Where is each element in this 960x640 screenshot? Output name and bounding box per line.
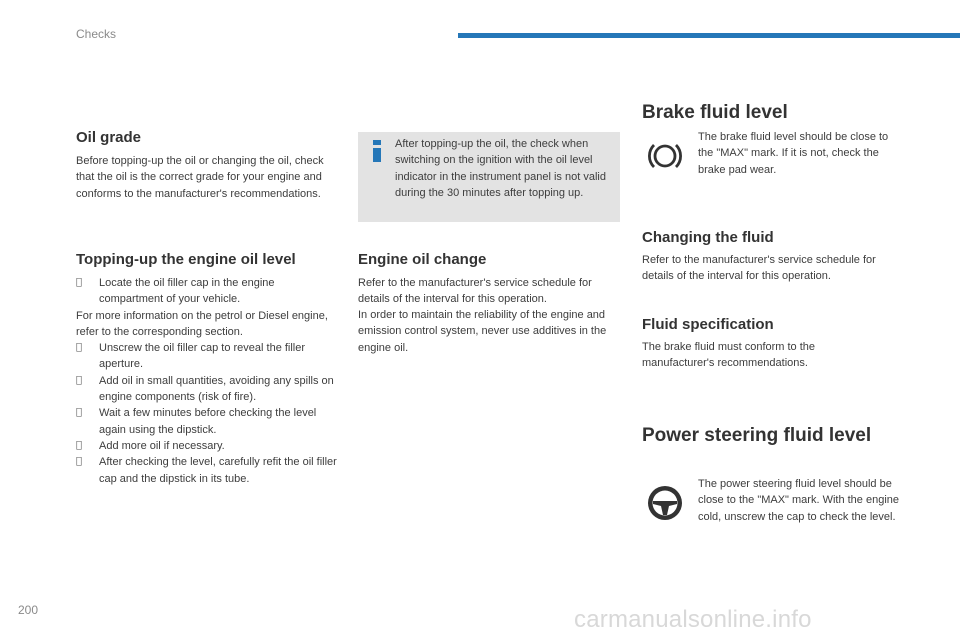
changing-fluid-text: Refer to the manufacturer's service schedule for details of the interval for this operation. (642, 254, 876, 283)
brake-warning-icon (645, 136, 685, 176)
section-label: Checks (76, 27, 117, 41)
list-item-text: Wait a few minutes before checking the level again using the dipstick. (99, 407, 317, 436)
oil-grade-text: Before topping-up the oil or changing the oil, check that the oil is the correct grade for your engine and conforms to the manufacturer's recommendations. (76, 155, 324, 200)
brake-fluid-text: The brake fluid level should be close to the "MAX" mark. If it is not, check the brake pad wear. (698, 131, 889, 176)
watermark: carmanualsonline.info (574, 606, 812, 633)
info-box (358, 132, 620, 222)
steering-wheel-icon (645, 483, 685, 523)
bullet-icon (76, 405, 90, 421)
list-item (76, 340, 338, 373)
list-item-text: For more information on the petrol or Diesel engine, refer to the corresponding section. (76, 309, 328, 338)
info-box-text: After topping-up the oil, the check when switching on the ignition with the oil level indicator in the instrument panel is not valid during the 30 minutes after topping up. (395, 138, 606, 199)
list-item-text: Add more oil if necessary. (99, 439, 225, 452)
power-steering-heading: Power steering fluid level (642, 425, 872, 446)
list-item (76, 308, 338, 341)
list-item (76, 438, 338, 454)
header-rule (458, 33, 960, 38)
oil-change-heading: Engine oil change (358, 251, 487, 268)
fluid-spec-text: The brake fluid must conform to the manufacturer's recommendations. (642, 341, 816, 370)
list-item-text: Unscrew the oil filler cap to reveal the filler aperture. (99, 342, 306, 371)
bullet-icon (76, 438, 90, 454)
oil-grade-heading: Oil grade (76, 129, 142, 146)
list-item (76, 405, 338, 438)
list-item-text: After checking the level, carefully refit the oil filler cap and the dipstick in its tube. (99, 456, 337, 485)
list-item-text: Locate the oil filler cap in the engine compartment of your vehicle. (99, 277, 275, 306)
bullet-icon (76, 340, 90, 356)
list-item (76, 275, 338, 308)
brake-fluid-heading: Brake fluid level (642, 102, 788, 123)
fluid-spec-heading: Fluid specification (642, 316, 774, 333)
oil-change-text-1: Refer to the manufacturer's service schedule for details of the interval for this operation. (358, 277, 592, 306)
power-steering-text: The power steering fluid level should be close to the "MAX" mark. With the engine cold, unscrew the cap to check the level. (698, 478, 900, 523)
bullet-icon (76, 373, 90, 389)
bullet-icon (76, 454, 90, 470)
info-icon (370, 140, 384, 162)
list-item (76, 373, 338, 406)
oil-change-text-2: In order to maintain the reliability of the engine and emission control system, never use additives in the engine oil. (358, 309, 607, 354)
list-item-text: Add oil in small quantities, avoiding any spills on engine components (risk of fire). (99, 374, 334, 404)
list-item (76, 454, 338, 487)
bullet-icon (76, 275, 90, 291)
topping-up-heading: Topping-up the engine oil level (76, 251, 296, 268)
page-number: 200 (18, 603, 39, 617)
changing-fluid-heading: Changing the fluid (642, 229, 774, 246)
topping-up-steps (76, 275, 338, 487)
